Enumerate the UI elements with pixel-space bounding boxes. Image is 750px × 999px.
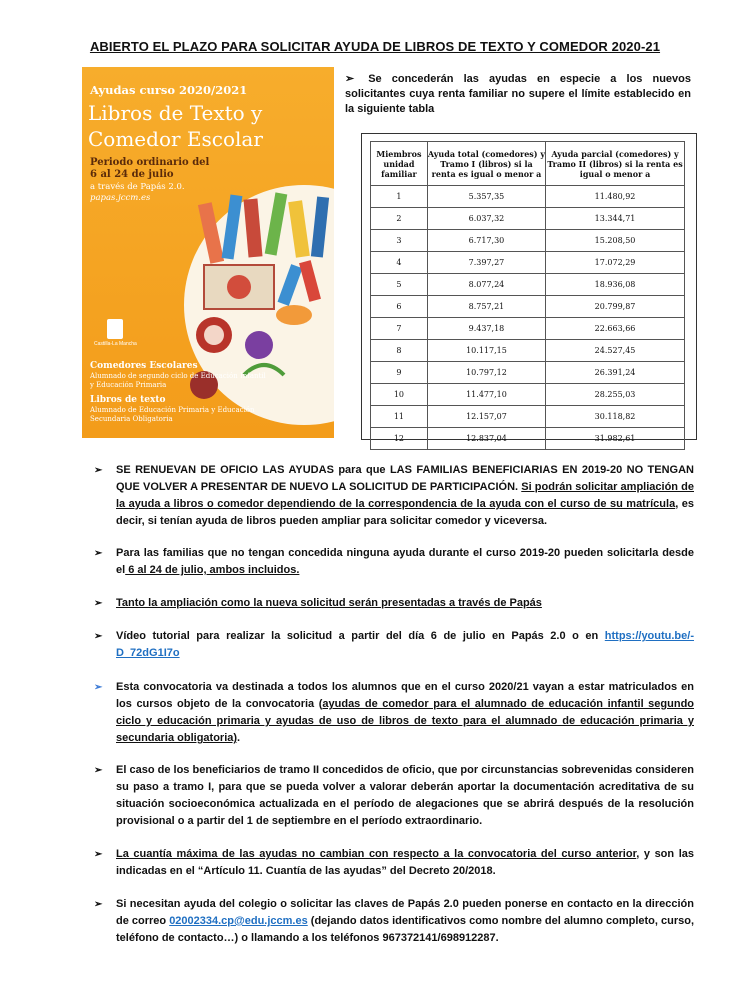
campaign-poster	[72, 67, 334, 438]
bullet-target	[94, 679, 694, 747]
table-cell: 22.663,66	[546, 318, 685, 340]
arrow-bullet-icon: ➢	[94, 598, 103, 609]
renewal-text: SE RENUEVAN DE OFICIO LAS AYUDAS para que LAS FAMILIAS BENEFICIARIAS EN 2019-20 NO TENGAN QUE VOLVER A PRESENTAR DE NUEVO LA SOLICITUD DE PARTICIPACIÓN.	[116, 464, 694, 493]
table-cell: 30.118,82	[546, 406, 685, 428]
bullet-amount	[94, 846, 694, 880]
bullet-contact	[94, 896, 694, 947]
contact-tail-text: (dejando datos identificativos como nombre del alumno completo, curso, teléfono de contacto…) o llamando a los teléfonos 967372141/698912287.	[116, 915, 695, 944]
amount-tail-text: , y son las indicadas en el “Artículo 11. Cuantía de las ayudas” del Decreto 20/2018.	[116, 848, 694, 877]
table-cell: 12.837,04	[427, 428, 545, 450]
region-logo	[107, 319, 123, 339]
table-cell: 8.077,24	[427, 274, 545, 296]
poster-section2-text: Alumnado de Educación Primaria y Educación Secundaria Obligatoria	[90, 406, 255, 423]
table-cell: 10	[371, 384, 428, 406]
table-row	[371, 318, 685, 340]
table-cell: 4	[371, 252, 428, 274]
new-applicants-text: Para las familias que no tengan concedida ninguna ayuda durante el curso 2019-20 pueden solicitarla desde el	[116, 547, 694, 576]
video-text: Vídeo tutorial para realizar la solicitud a partir del día 6 de julio en Papás 2.0 o en	[116, 630, 605, 642]
bullet-renewal	[94, 462, 694, 530]
table-cell: 11	[371, 406, 428, 428]
table-row	[371, 340, 685, 362]
contact-text: Si necesitan ayuda del colegio o solicitar las claves de Papás 2.0 pueden ponerse en contacto en la dirección de correo	[116, 898, 694, 927]
target-tail: .	[237, 732, 241, 744]
arrow-bullet-icon: ➢	[94, 849, 103, 860]
bullet-submission	[94, 595, 694, 612]
table-cell: 6.037,32	[427, 208, 545, 230]
table-cell: 11.480,92	[546, 186, 685, 208]
table-cell: 7.397,27	[427, 252, 545, 274]
bullet-tramo	[94, 762, 694, 830]
table-cell: 28.255,03	[546, 384, 685, 406]
poster-title-line1: Libros de Texto y	[88, 101, 263, 125]
table-cell: 18.936,08	[546, 274, 685, 296]
table-row	[371, 362, 685, 384]
table-row	[371, 428, 685, 450]
poster-section1-text: Alumnado de segundo ciclo de Educación Infantil y Educación Primaria	[90, 372, 266, 389]
poster-title-line2: Comedor Escolar	[88, 127, 263, 151]
poster-period: Periodo ordinario del 6 al 24 de julio	[90, 157, 210, 180]
table-row	[371, 274, 685, 296]
poster-course: Ayudas curso 2020/2021	[90, 83, 248, 97]
poster-section1-heading: Comedores Escolares	[90, 361, 198, 371]
table-cell: 6	[371, 296, 428, 318]
tramo-text: El caso de los beneficiarios de tramo II concedidos de oficio, que por circunstancias sobrevenidas consideren su paso a tramo I, para que se pueda volver a valorar deberán aportar la documentación acreditativa de su situación socioeconómica actualizada en el período de alegaciones que se abrirá después de la resolución provisional o a partir del 1 de septiembre en el período extraordinario.	[116, 764, 694, 827]
table-cell: 11.477,10	[427, 384, 545, 406]
table-cell: 9	[371, 362, 428, 384]
table-cell: 7	[371, 318, 428, 340]
contact-email-link[interactable]: 02002334.cp@edu.jccm.es	[169, 915, 308, 927]
arrow-bullet-icon: ➢	[94, 548, 103, 559]
table-cell: 12	[371, 428, 428, 450]
video-tutorial-link[interactable]: https://youtu.be/-D_72dG1I7o	[116, 630, 694, 659]
table-cell: 20.799,87	[546, 296, 685, 318]
renewal-extension-text: Si podrán solicitar ampliación de la ayuda a libros o comedor dependiendo de la correspondencia de la ayuda con el curso de su matrícula	[116, 481, 694, 510]
poster-via: a través de Papás 2.0.	[90, 182, 185, 192]
arrow-bullet-icon: ➢	[345, 73, 355, 85]
income-limits-table	[370, 141, 685, 450]
table-cell: 26.391,24	[546, 362, 685, 384]
arrow-bullet-icon: ➢	[94, 899, 103, 910]
arrow-bullet-icon: ➢	[94, 465, 103, 476]
table-cell: 5	[371, 274, 428, 296]
page-title: ABIERTO EL PLAZO PARA SOLICITAR AYUDA DE LIBROS DE TEXTO Y COMEDOR 2020-21	[89, 39, 661, 54]
target-courses-text: ayudas de comedor para el alumnado de educación infantil segundo ciclo y educación primaria y ayudas de uso de libros de texto para el alumnado de educación primaria y secundaria obligatoria)	[116, 698, 695, 744]
table-cell: 13.344,71	[546, 208, 685, 230]
table-cell: 3	[371, 230, 428, 252]
table-row	[371, 230, 685, 252]
arrow-bullet-icon: ➢	[94, 682, 103, 693]
table-row	[371, 252, 685, 274]
bullet-video	[94, 628, 694, 662]
amount-text: La cuantía máxima de las ayudas no cambian con respecto a la convocatoria del curso anterior	[116, 848, 637, 860]
table-cell: 17.072,29	[546, 252, 685, 274]
intro-text: Se concederán las ayudas en especie a los nuevos solicitantes cuya renta familiar no supere el límite establecido en la siguiente tabla	[345, 73, 691, 115]
table-row	[371, 186, 685, 208]
poster-url: papas.jccm.es	[90, 193, 151, 203]
table-row	[371, 208, 685, 230]
table-row	[371, 384, 685, 406]
renewal-tail-text: , es decir, si tenían ayuda de libros pueden ampliar para solicitar comedor y viceversa.	[116, 498, 694, 527]
arrow-bullet-icon: ➢	[94, 631, 103, 642]
table-header-cell: Ayuda total (comedores) y Tramo I (libros) si la renta es igual o menor a	[427, 142, 545, 186]
table-cell: 5.357,35	[427, 186, 545, 208]
table-row	[371, 296, 685, 318]
table-header-cell: Miembros unidad familiar	[371, 142, 428, 186]
table-cell: 2	[371, 208, 428, 230]
table-cell: 8.757,21	[427, 296, 545, 318]
table-cell: 24.527,45	[546, 340, 685, 362]
poster-section2-heading: Libros de texto	[90, 395, 166, 405]
intro-paragraph	[345, 72, 691, 117]
bullet-new-applicants	[94, 545, 694, 579]
table-cell: 8	[371, 340, 428, 362]
submission-text: Tanto la ampliación como la nueva solicitud serán presentadas a través de Papás	[116, 597, 542, 609]
table-header-row	[371, 142, 685, 186]
arrow-bullet-icon: ➢	[94, 765, 103, 776]
table-cell: 1	[371, 186, 428, 208]
table-cell: 15.208,50	[546, 230, 685, 252]
table-cell: 9.437,18	[427, 318, 545, 340]
table-cell: 10.117,15	[427, 340, 545, 362]
table-cell: 31.982,61	[546, 428, 685, 450]
region-logo-text: Castilla-La Mancha	[94, 341, 137, 347]
table-header-cell: Ayuda parcial (comedores) y Tramo II (libros) si la renta es igual o menor a	[546, 142, 685, 186]
table-cell: 6.717,30	[427, 230, 545, 252]
new-applicants-dates: 6 al 24 de julio, ambos incluidos.	[125, 564, 300, 576]
table-cell: 10.797,12	[427, 362, 545, 384]
target-text: Esta convocatoria va destinada a todos los alumnos que en el curso 2020/21 vayan a estar matriculados en los cursos objeto de la convocatoria (	[116, 681, 694, 710]
table-row	[371, 406, 685, 428]
table-cell: 12.157,07	[427, 406, 545, 428]
